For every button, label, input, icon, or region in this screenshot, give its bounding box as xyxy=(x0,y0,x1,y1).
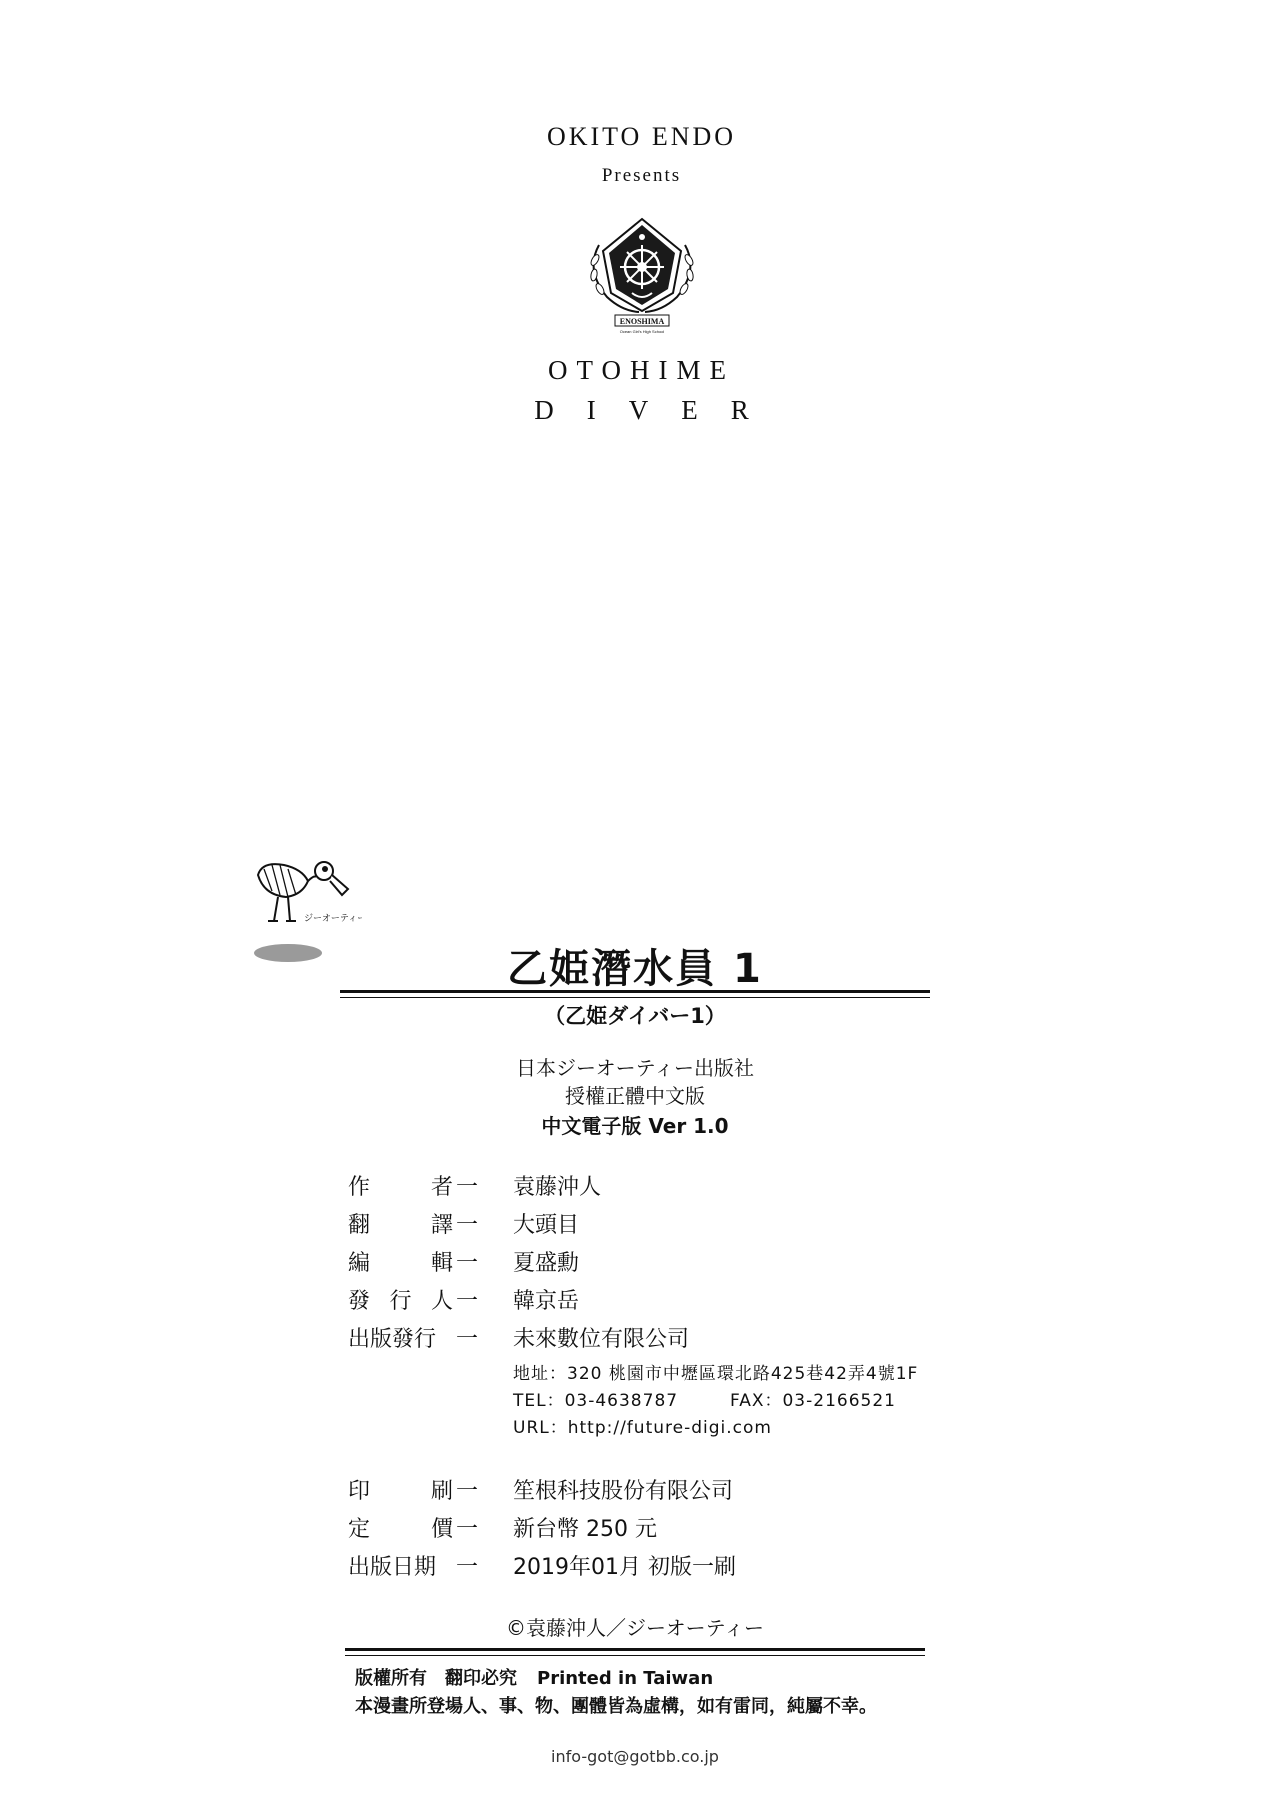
copyright-line: ©袁藤沖人／ジーオーティー xyxy=(506,1616,764,1640)
printed-in: Printed in Taiwan xyxy=(537,1668,714,1689)
credit-label: 出版日期 xyxy=(348,1555,437,1580)
credit-value: 大頭目 xyxy=(513,1213,580,1238)
book-subtitle: （乙姫ダイバー1） xyxy=(544,1004,726,1028)
contact-email: info-got@gotbb.co.jp xyxy=(551,1747,719,1766)
credit-label: 發 行 人 xyxy=(348,1289,453,1314)
credit-value: 夏盛勳 xyxy=(513,1251,580,1276)
credit-dash: 一 xyxy=(456,1479,479,1504)
credit-dash: 一 xyxy=(456,1327,479,1352)
credit-value: 2019年01月 初版一刷 xyxy=(513,1555,736,1580)
author-name-en: OKITO ENDO xyxy=(546,122,737,151)
presents-label: Presents xyxy=(601,165,682,186)
credit-value: 笙根科技股份有限公司 xyxy=(513,1479,734,1504)
title-rule-thin xyxy=(340,997,930,998)
publisher-address: 地址：320 桃園市中壢區環北路425巷42弄4號1F xyxy=(513,1364,919,1384)
footer-rule xyxy=(345,1648,925,1651)
logo-title-line-2: DIVER xyxy=(534,395,782,425)
credit-dash: 一 xyxy=(456,1251,479,1276)
rights-reserved: 版權所有 翻印必究 xyxy=(355,1668,517,1689)
publisher-url: URL：http://future-digi.com xyxy=(513,1418,772,1438)
credit-label: 編 輯 xyxy=(348,1251,453,1276)
credit-value: 袁藤沖人 xyxy=(513,1175,602,1200)
credit-label: 翻 譯 xyxy=(348,1213,453,1238)
credit-dash: 一 xyxy=(456,1517,479,1542)
emblem-text: ENOSHIMA xyxy=(619,317,665,326)
publisher-tel: TEL：03-4638787 xyxy=(513,1391,679,1411)
logo-title-line-1: OTOHIME xyxy=(548,355,735,385)
footer-rule-thin xyxy=(345,1655,925,1656)
credit-dash: 一 xyxy=(456,1289,479,1314)
credit-dash: 一 xyxy=(456,1555,479,1580)
credit-label: 作 者 xyxy=(348,1175,453,1200)
credit-label: 印 刷 xyxy=(348,1479,453,1504)
license-line-2: 授權正體中文版 xyxy=(565,1084,705,1108)
mascot-caption: ジーオーティー xyxy=(304,914,362,924)
credit-value: 未來數位有限公司 xyxy=(513,1327,690,1352)
credit-value: 韓京岳 xyxy=(513,1289,580,1314)
edition-version: 中文電子版 Ver 1.0 xyxy=(541,1114,729,1138)
book-title: 乙姫潛水員 1 xyxy=(507,946,763,992)
license-line-1: 日本ジーオーティー出版社 xyxy=(516,1056,754,1080)
title-rule xyxy=(340,990,930,993)
enoshima-emblem-icon xyxy=(577,215,707,335)
credit-dash: 一 xyxy=(456,1175,479,1200)
credit-label: 出版發行 xyxy=(348,1327,437,1352)
credit-label: 定 價 xyxy=(348,1517,453,1542)
credit-dash: 一 xyxy=(456,1213,479,1238)
emblem-subtext: Ocean Girl's High School xyxy=(619,329,665,334)
publisher-fax: FAX：03-2166521 xyxy=(730,1391,896,1411)
credit-value: 新台幣 250 元 xyxy=(513,1517,657,1542)
rights-line xyxy=(355,1664,733,1690)
disclaimer: 本漫畫所登場人、事、物、團體皆為虛構，如有雷同，純屬不幸。 xyxy=(355,1696,877,1717)
